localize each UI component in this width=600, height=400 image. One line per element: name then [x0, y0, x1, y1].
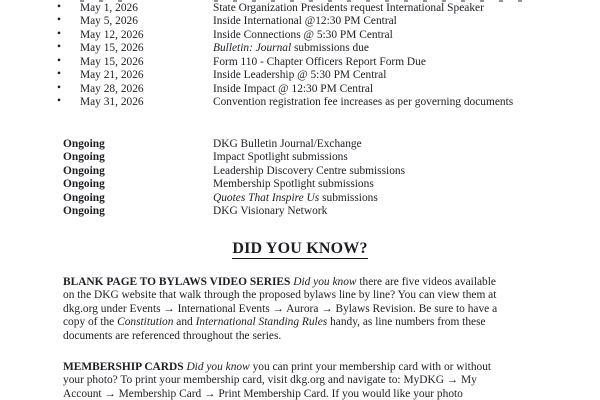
bullet-icon: • — [57, 81, 61, 94]
ongoing-label: Ongoing — [63, 205, 105, 218]
calendar-row — [0, 69, 600, 82]
ongoing-row — [0, 151, 600, 164]
text-line: MEMBERSHIP CARDS Did you know you can print your membership card with or without — [63, 361, 492, 373]
ongoing-row — [0, 178, 600, 191]
ongoing-list — [0, 138, 600, 219]
bullet-icon: • — [57, 54, 61, 67]
calendar-row — [0, 42, 600, 55]
calendar-row — [0, 29, 600, 42]
bullet-icon: • — [57, 14, 61, 27]
ongoing-label: Ongoing — [63, 151, 105, 164]
event-date: May 21, 2026 — [80, 69, 144, 82]
text-line: documents are referenced throughout the series. — [63, 329, 282, 342]
ongoing-description: Membership Spotlight submissions — [213, 178, 374, 191]
text-line: copy of the Constitution and International Standing Rules handy, as line numbers from these — [63, 316, 486, 329]
bullet-icon: • — [57, 41, 61, 54]
event-date: May 1, 2026 — [80, 2, 138, 14]
ongoing-row — [0, 205, 600, 218]
calendar-row — [0, 96, 600, 109]
event-date: May 15, 2026 — [80, 42, 144, 55]
calendar-list — [0, 2, 600, 110]
calendar-row — [0, 15, 600, 28]
event-description: Inside Impact @ 12:30 PM Central — [213, 82, 374, 95]
calendar-row — [0, 2, 600, 15]
did-you-know-heading — [0, 240, 600, 258]
text-line: on the DKG website that walk through the proposed bylaws line by line? You can view them at — [63, 289, 497, 302]
event-description: Inside International @12:30 PM Central — [213, 15, 397, 28]
ongoing-description: Leadership Discovery Centre submissions — [213, 164, 406, 177]
event-date: May 15, 2026 — [80, 55, 144, 68]
did-you-know-heading-text: DID YOU KNOW? — [232, 240, 368, 257]
text-line: dkg.org under Events → International Events → Aurora → Bylaws Revision. Be sure to have a — [63, 302, 498, 315]
bullet-icon: • — [57, 68, 61, 81]
event-description: Form 110 - Chapter Officers Report Form Due — [213, 55, 426, 68]
paragraph-blank-page-to-bylaws-video-series — [63, 276, 563, 343]
bullet-icon: • — [57, 27, 61, 40]
event-description: Bulletin: Journal submissions due — [213, 42, 369, 55]
calendar-row — [0, 56, 600, 69]
ongoing-label: Ongoing — [63, 191, 105, 204]
ongoing-label: Ongoing — [63, 164, 105, 177]
event-description: Convention registration fee increases as per governing documents — [213, 96, 514, 109]
ongoing-row — [0, 165, 600, 178]
event-date: May 12, 2026 — [80, 28, 144, 41]
calendar-row — [0, 83, 600, 96]
text-line: BLANK PAGE TO BYLAWS VIDEO SERIES Did you know there are five videos available — [63, 276, 496, 288]
ongoing-row — [0, 138, 600, 151]
event-description: Inside Leadership @ 5:30 PM Central — [213, 69, 387, 82]
ongoing-description: DKG Bulletin Journal/Exchange — [213, 138, 362, 150]
event-date: May 31, 2026 — [80, 96, 144, 109]
bullet-icon: • — [57, 95, 61, 108]
ongoing-description: Quotes That Inspire Us submissions — [213, 191, 378, 204]
bullet-icon: • — [57, 1, 61, 13]
ongoing-description: DKG Visionary Network — [213, 205, 328, 218]
text-line: Account → Membership Card → Print Membership Card. If you would like your photo — [63, 387, 463, 400]
ongoing-description: Impact Spotlight submissions — [213, 151, 348, 164]
paragraph-membership-cards — [63, 361, 563, 400]
text-line: your photo? To print your membership card, visit dkg.org and navigate to: MyDKG → My — [63, 374, 477, 387]
event-date: May 28, 2026 — [80, 82, 144, 95]
ongoing-row — [0, 192, 600, 205]
ongoing-label: Ongoing — [63, 178, 105, 191]
event-description: State Organization Presidents request International Speaker — [213, 2, 484, 14]
event-description: Inside Connections @ 5:30 PM Central — [213, 28, 393, 41]
event-date: May 5, 2026 — [80, 15, 138, 28]
ongoing-label: Ongoing — [63, 138, 105, 150]
